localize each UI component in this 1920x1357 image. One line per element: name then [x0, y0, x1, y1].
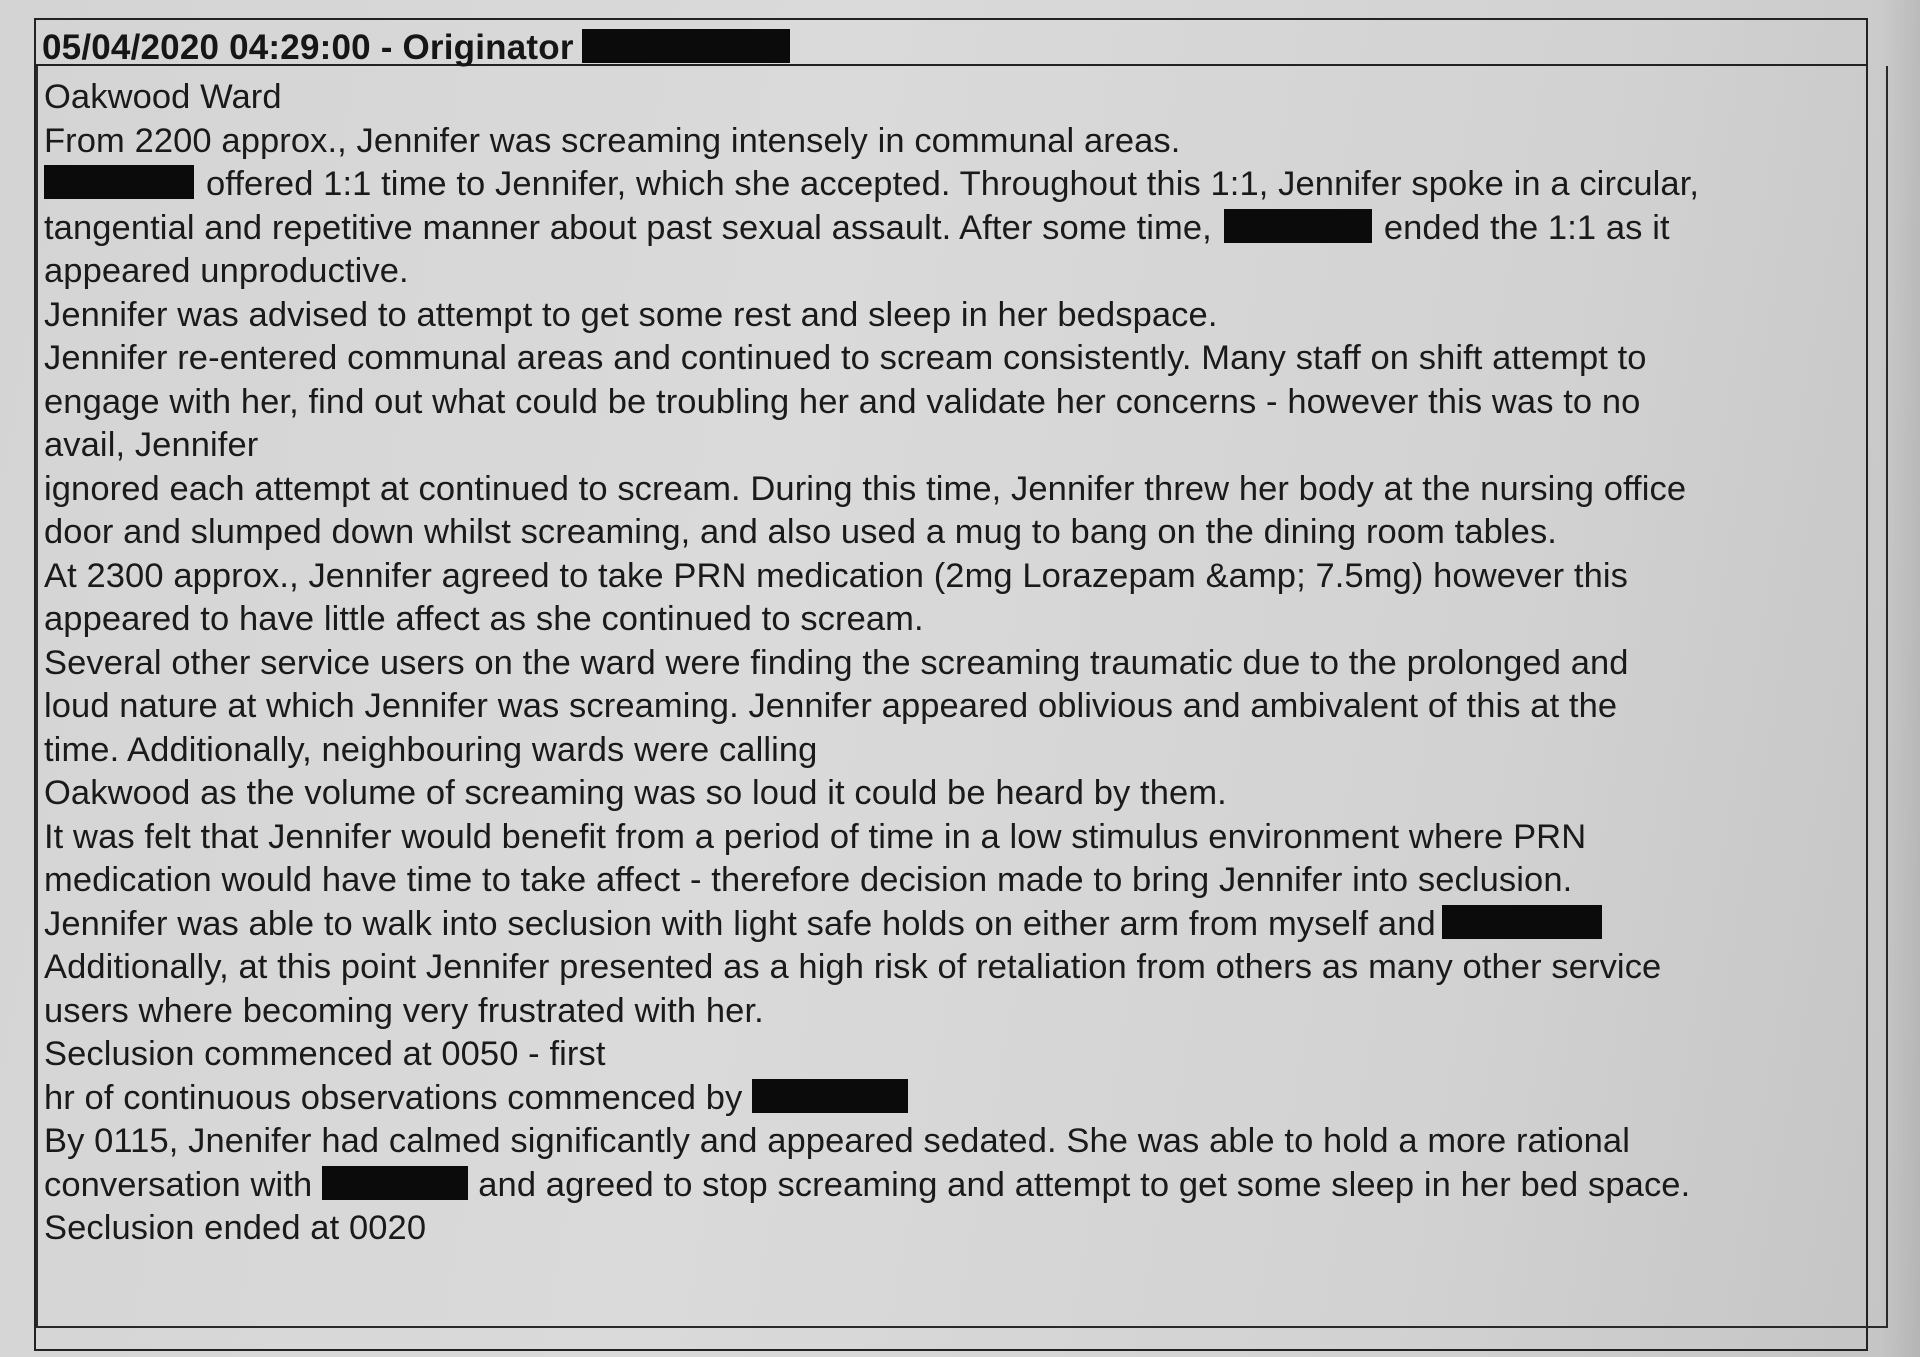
note-line: Additionally, at this point Jennifer presented as a high risk of retaliation from others as many other service: [44, 948, 1662, 986]
note-line: From 2200 approx., Jennifer was screaming intensely in communal areas.: [44, 121, 1181, 160]
note-line: Jennifer was advised to attempt to get some rest and sleep in her bedspace.: [44, 295, 1218, 334]
note-line: At 2300 approx., Jennifer agreed to take PRN medication (2mg Lorazepam &amp; 7.5mg) however this: [44, 556, 1628, 595]
note-line: [44, 207, 1864, 251]
note-line: ignored each attempt at continued to scream. During this time, Jennifer threw her body at the nursing office: [44, 469, 1687, 508]
note-line: avail, Jennifer: [44, 426, 259, 464]
redaction-bar: [44, 165, 194, 199]
timestamp-originator: 05/04/2020 04:29:00 - Originator: [42, 28, 574, 67]
note-text: conversation with: [44, 1165, 313, 1204]
redaction-bar: [1442, 905, 1602, 939]
redaction-bar: [1224, 209, 1372, 243]
note-line: appeared unproductive.: [44, 252, 409, 290]
note-text: ended the 1:1 as it: [1383, 208, 1670, 247]
redaction-bar: [322, 1166, 468, 1200]
note-line: It was felt that Jennifer would benefit from a period of time in a low stimulus environment where PRN: [44, 817, 1587, 856]
note-line: door and slumped down whilst screaming, and also used a mug to bang on the dining room tables.: [44, 513, 1557, 551]
note-line: Seclusion commenced at 0050 - first: [44, 1035, 606, 1073]
note-body: [44, 76, 1864, 1251]
note-line: Oakwood as the volume of screaming was so loud it could be heard by them.: [44, 774, 1227, 812]
note-header: [42, 28, 790, 68]
note-text: hr of continuous observations commenced by: [44, 1078, 743, 1117]
note-line: By 0115, Jnenifer had calmed significantly and appeared sedated. She was able to hold a more rational: [44, 1122, 1630, 1160]
redaction-bar: [582, 29, 790, 63]
ward-name: Oakwood Ward: [44, 78, 282, 116]
note-line: [44, 1164, 1864, 1208]
note-line: Seclusion ended at 0020: [44, 1209, 427, 1247]
note-line: time. Additionally, neighbouring wards were calling: [44, 730, 818, 769]
note-line: [44, 903, 1864, 947]
note-text: tangential and repetitive manner about past sexual assault. After some time,: [44, 208, 1212, 247]
note-line: appeared to have little affect as she continued to scream.: [44, 600, 924, 638]
note-text: offered 1:1 time to Jennifer, which she accepted. Throughout this 1:1, Jennifer spoke in a circular,: [206, 165, 1700, 203]
note-text: Jennifer was able to walk into seclusion with light safe holds on either arm from myself and: [44, 904, 1436, 943]
note-line: loud nature at which Jennifer was screaming. Jennifer appeared oblivious and ambivalent of this at the: [44, 687, 1618, 725]
note-line: Jennifer re-entered communal areas and continued to scream consistently. Many staff on shift attempt to: [44, 339, 1647, 377]
note-line: medication would have time to take affect - therefore decision made to bring Jennifer into seclusion.: [44, 861, 1573, 899]
note-line: [44, 163, 1864, 207]
redaction-bar: [752, 1079, 908, 1113]
note-line: Several other service users on the ward were finding the screaming traumatic due to the prolonged and: [44, 643, 1629, 682]
note-line: [44, 1077, 1864, 1121]
note-line: users where becoming very frustrated with her.: [44, 991, 764, 1030]
note-line: engage with her, find out what could be troubling her and validate her concerns - however this was to no: [44, 382, 1641, 421]
note-text: and agreed to stop screaming and attempt to get some sleep in her bed space.: [478, 1165, 1691, 1204]
